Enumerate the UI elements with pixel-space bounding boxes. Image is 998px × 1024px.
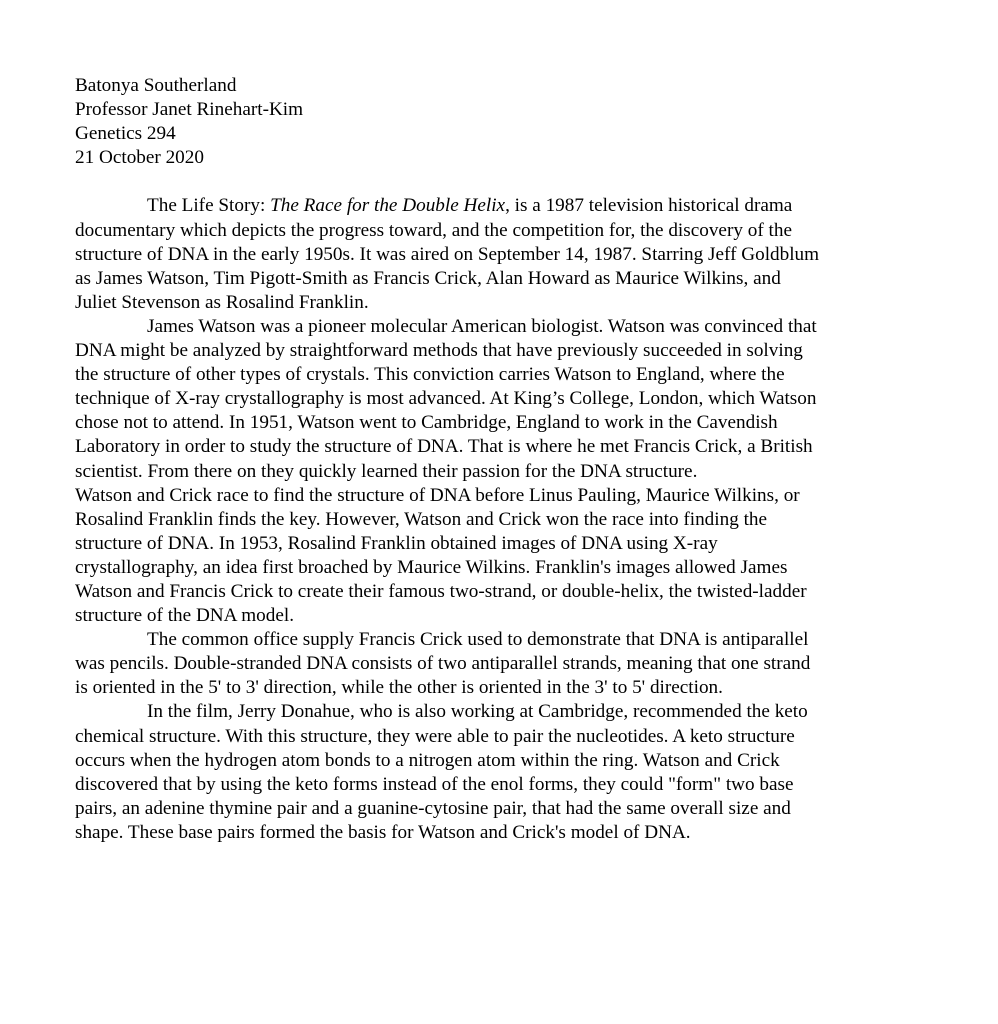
text-segment: documentary which depicts the progress toward, and the competition for, the discovery of the (75, 219, 792, 241)
text-line (75, 797, 960, 821)
text-line (75, 676, 960, 700)
text-line (75, 387, 960, 411)
text-line (75, 532, 960, 556)
text-line (75, 821, 960, 845)
text-line (75, 773, 960, 797)
text-line (75, 604, 960, 628)
text-segment: Juliet Stevenson as Rosalind Franklin. (75, 291, 369, 313)
text-segment: is oriented in the 5' to 3' direction, while the other is oriented in the 3' to 5' direction. (75, 677, 723, 699)
professor-name: Professor Janet Rinehart-Kim (75, 99, 304, 121)
text-segment: occurs when the hydrogen atom bonds to a nitrogen atom within the ring. Watson and Crick (75, 749, 780, 771)
text-line (75, 460, 960, 484)
text-line (75, 243, 960, 267)
text-line (75, 219, 960, 243)
text-segment: was pencils. Double-stranded DNA consists of two antiparallel strands, meaning that one strand (75, 653, 811, 675)
body-paragraph (75, 194, 960, 314)
text-line (75, 194, 960, 218)
text-line (75, 484, 960, 508)
text-line (75, 700, 960, 724)
body-text (75, 194, 960, 845)
text-segment: scientist. From there on they quickly learned their passion for the DNA structure. (75, 460, 698, 482)
text-line (75, 435, 960, 459)
document-page (75, 74, 960, 845)
text-segment: Laboratory in order to study the structure of DNA. That is where he met Francis Crick, a British (75, 436, 813, 458)
text-line (75, 508, 960, 532)
text-segment: chemical structure. With this structure, they were able to pair the nucleotides. A keto structure (75, 725, 795, 747)
text-line (75, 652, 960, 676)
text-segment: Rosalind Franklin finds the key. However, Watson and Crick won the race into finding the (75, 508, 768, 530)
blank-line (75, 170, 960, 194)
text-segment: The Life Story: (147, 195, 271, 217)
author-name: Batonya Southerland (75, 75, 237, 96)
text-segment: as James Watson, Tim Pigott-Smith as Francis Crick, Alan Howard as Maurice Wilkins, and (75, 267, 781, 289)
text-line (75, 725, 960, 749)
course-name: Genetics 294 (75, 123, 176, 145)
text-segment: discovered that by using the keto forms instead of the enol forms, they could "form" two base (75, 773, 794, 795)
text-segment: chose not to attend. In 1951, Watson went to Cambridge, England to work in the Cavendish (75, 412, 778, 434)
text-line (75, 411, 960, 435)
header-block (75, 74, 960, 170)
text-segment: DNA might be analyzed by straightforward methods that have previously succeeded in solving (75, 340, 803, 362)
text-segment: pairs, an adenine thymine pair and a guanine-cytosine pair, that had the same overall size and (75, 797, 791, 819)
text-segment: The common office supply Francis Crick used to demonstrate that DNA is antiparallel (147, 629, 809, 651)
text-segment: Watson and Francis Crick to create their famous two-strand, or double-helix, the twisted-ladder (75, 580, 807, 602)
text-line (75, 339, 960, 363)
text-segment: James Watson was a pioneer molecular American biologist. Watson was convinced that (147, 315, 817, 337)
text-segment: Watson and Crick race to find the structure of DNA before Linus Pauling, Maurice Wilkins, or (75, 484, 800, 506)
body-paragraph (75, 628, 960, 700)
text-line (75, 363, 960, 387)
document-date: 21 October 2020 (75, 147, 204, 169)
text-segment: shape. These base pairs formed the basis for Watson and Crick's model of DNA. (75, 821, 691, 843)
italic-title: The Race for the Double Helix (270, 195, 506, 217)
text-line (75, 580, 960, 604)
text-segment: structure of DNA in the early 1950s. It was aired on September 14, 1987. Starring Jeff Goldblum (75, 243, 820, 265)
text-segment: crystallography, an idea first broached by Maurice Wilkins. Franklin's images allowed James (75, 556, 788, 578)
text-line (75, 556, 960, 580)
text-segment: , is a 1987 television historical drama (505, 195, 793, 217)
body-paragraph (75, 700, 960, 845)
text-line (75, 267, 960, 291)
body-paragraph (75, 315, 960, 628)
text-line (75, 315, 960, 339)
text-segment: structure of the DNA model. (75, 605, 295, 627)
text-line (75, 749, 960, 773)
text-segment: technique of X-ray crystallography is most advanced. At King’s College, London, which Watson (75, 388, 817, 410)
text-line (75, 291, 960, 315)
text-segment: In the film, Jerry Donahue, who is also working at Cambridge, recommended the keto (147, 701, 808, 723)
text-segment: structure of DNA. In 1953, Rosalind Franklin obtained images of DNA using X-ray (75, 532, 718, 554)
text-segment: the structure of other types of crystals. This conviction carries Watson to England, where the (75, 364, 785, 386)
text-line (75, 628, 960, 652)
